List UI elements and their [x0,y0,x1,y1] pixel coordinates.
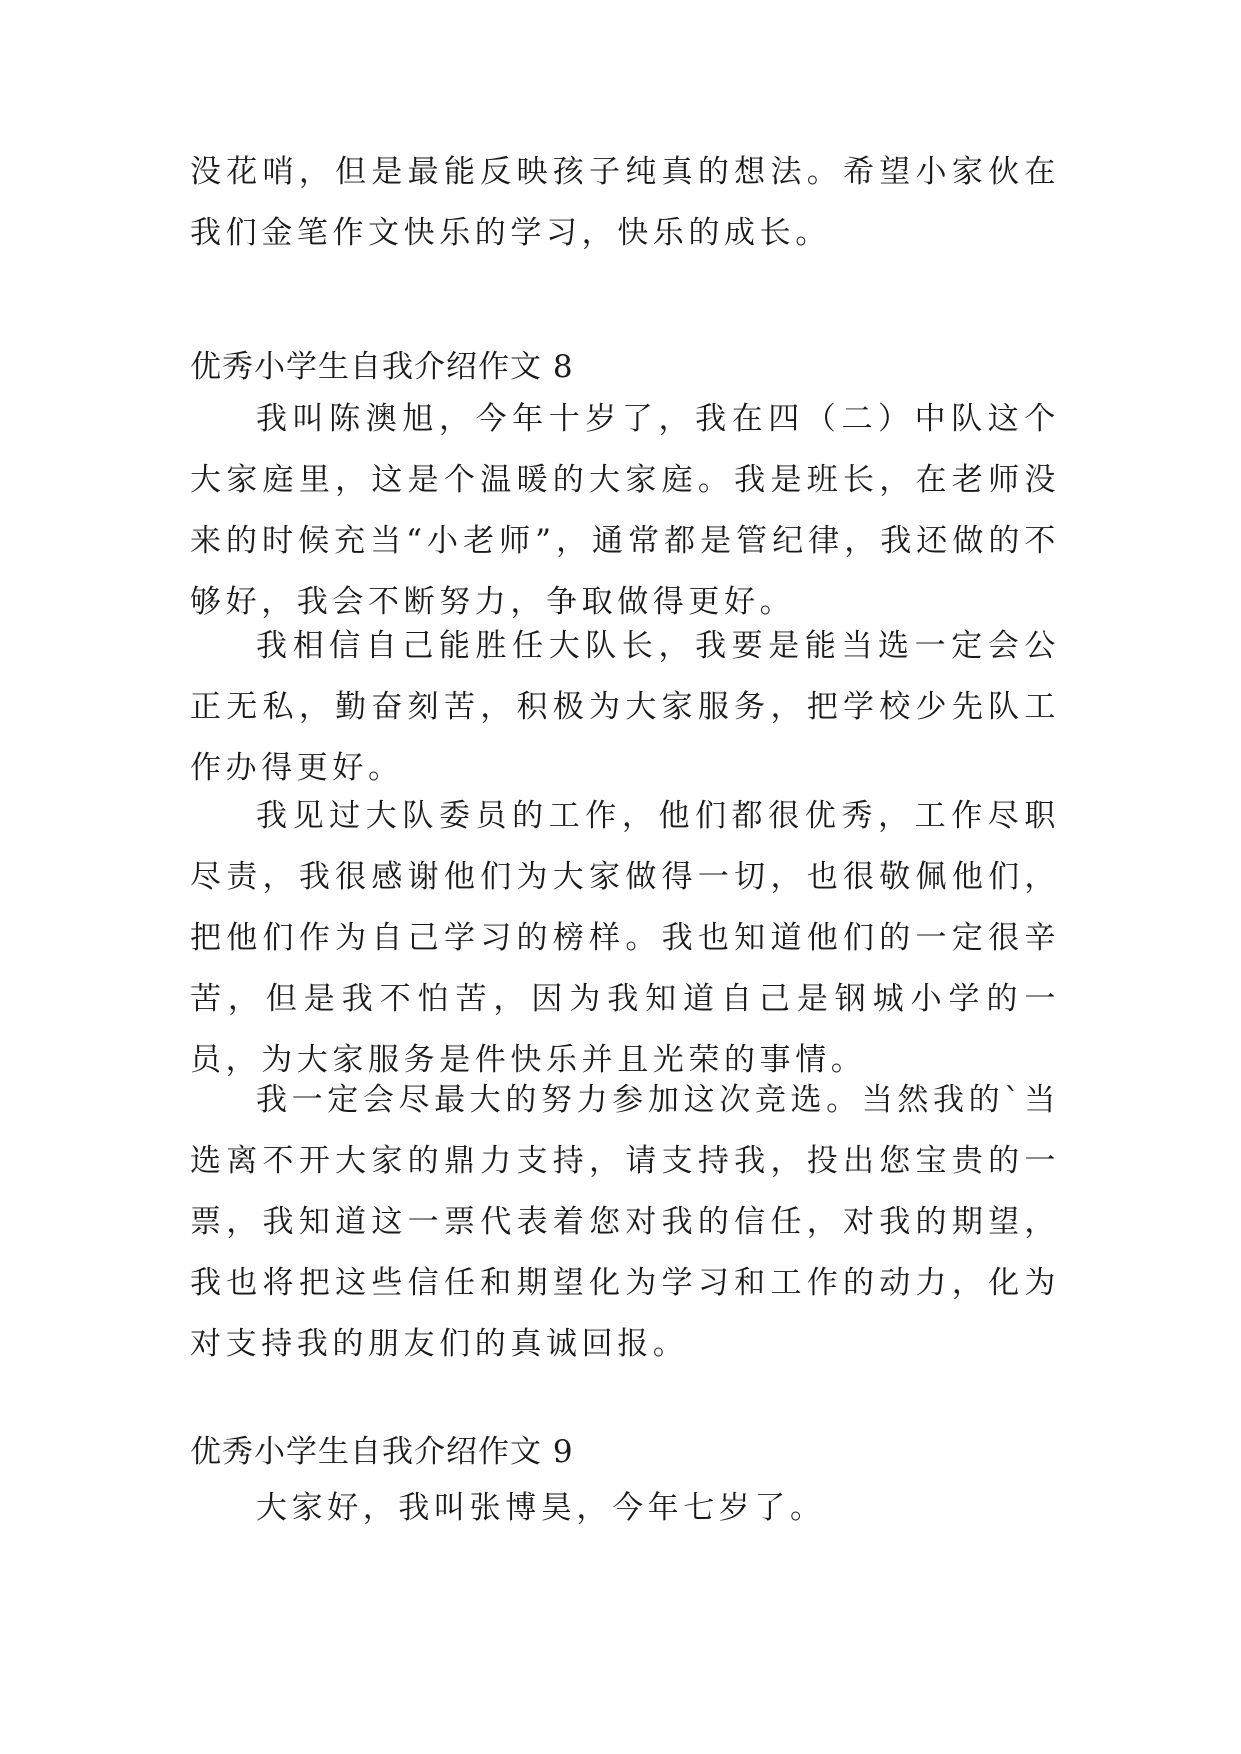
section-8-paragraph-1: 我叫陈澳旭，今年十岁了，我在四（二）中队这个大家庭里，这是个温暖的大家庭。我是班长，在老师没来的时候充当“小老师”，通常都是管纪律，我还做的不够好，我会不断努力，争取做得更好。 [190,401,1060,620]
section-heading-9: 优秀小学生自我介绍作文 9 [190,1434,574,1470]
section-heading-8: 优秀小学生自我介绍作文 8 [190,349,574,385]
section-8-paragraph-2: 我相信自己能胜任大队长，我要是能当选一定会公正无私，勤奋刻苦，积极为大家服务，把学校少先队工作办得更好。 [190,628,1060,786]
section-8-paragraph-4: 我一定会尽最大的努力参加这次竞选。当然我的`当选离不开大家的鼎力支持，请支持我，投出您宝贵的一票，我知道这一票代表着您对我的信任，对我的期望，我也将把这些信任和期望化为学习和工作的动力，化为对支持我的朋友们的真诚回报。 [190,1082,1060,1362]
section-9-paragraph-1: 大家好，我叫张博昊，今年七岁了。 [256,1490,826,1526]
intro-paragraph: 没花哨，但是最能反映孩子纯真的想法。希望小家伙在我们金笔作文快乐的学习，快乐的成长。 [190,154,1060,251]
section-8-paragraph-3: 我见过大队委员的工作，他们都很优秀，工作尽职尽责，我很感谢他们为大家做得一切，也很敬佩他们，把他们作为自己学习的榜样。我也知道他们的一定很辛苦，但是我不怕苦，因为我知道自己是钢城小学的一员，为大家服务是件快乐并且光荣的事情。 [190,798,1060,1078]
